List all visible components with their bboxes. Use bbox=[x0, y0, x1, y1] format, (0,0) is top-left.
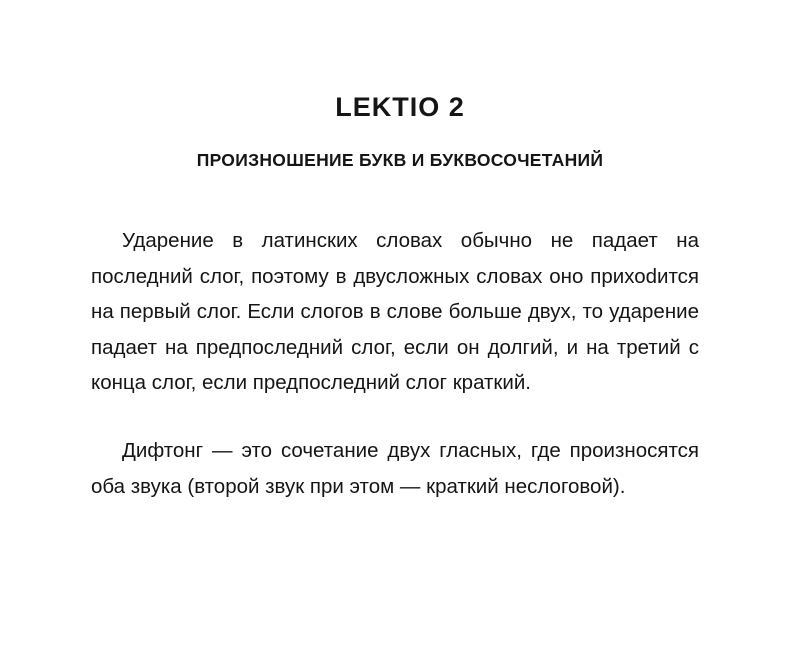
paragraph-diphthong-definition: Дифтонг — это сочетание двух гласных, где произносятся оба звука (второй звук при этом — краткий неслоговой). bbox=[91, 439, 699, 498]
lesson-subtitle: ПРОИЗНОШЕНИЕ БУКВ И БУКВОСОЧЕТАНИЙ bbox=[196, 150, 604, 170]
paragraph-stress-rule: Ударение в латинских словах обычно не падает на последний слог, поэтому в двусложных словах оно прихоdится на первый слог. Если слогов в слове больше двух, то ударение падает на предпоследний слог, если он долгий, и на третий с конца слог, если предпоследний слог краткий. bbox=[91, 229, 699, 394]
lesson-title: LEKTIO 2 bbox=[335, 92, 465, 122]
